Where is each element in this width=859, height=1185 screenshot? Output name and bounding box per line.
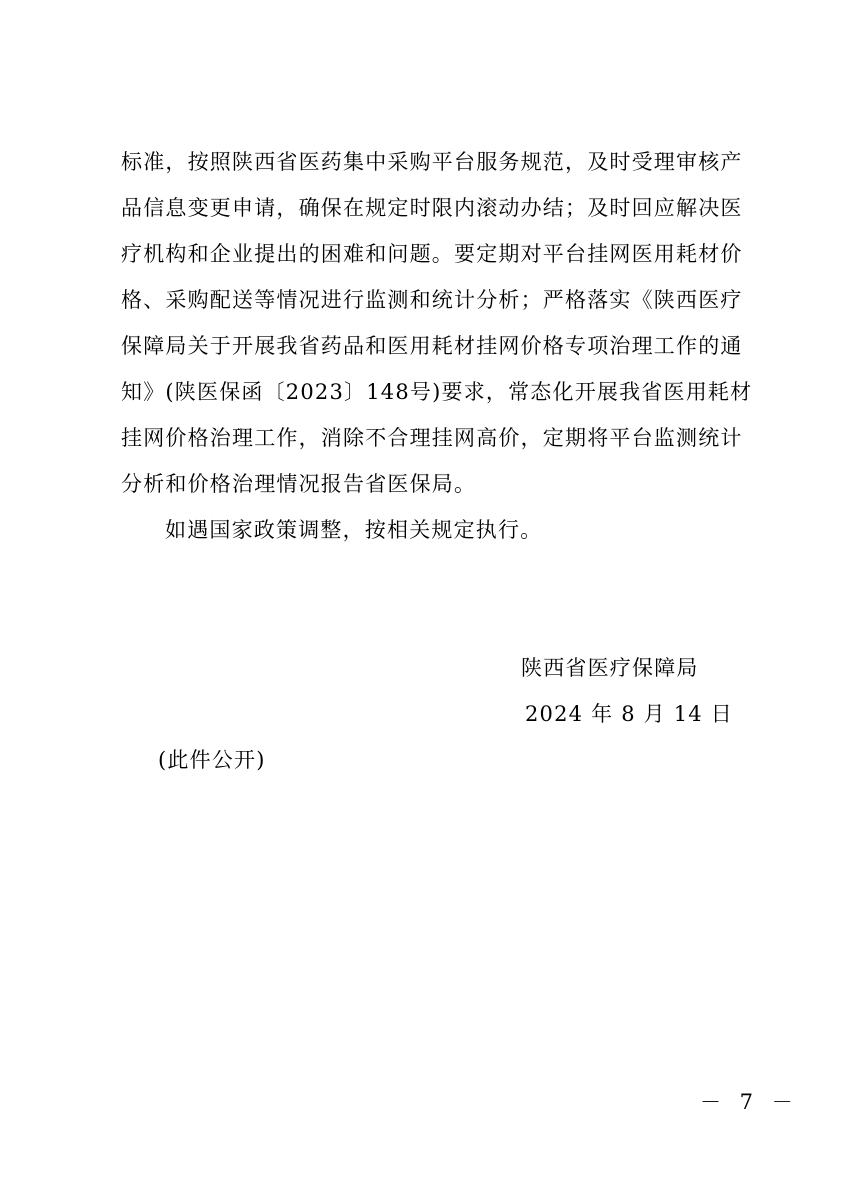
issue-date: 2024 年 8 月 14 日 xyxy=(525,702,733,726)
issuer-signature: 陕西省医疗保障局 xyxy=(521,656,699,680)
body-line: 保障局关于开展我省药品和医用耗材挂网价格专项治理工作的通 xyxy=(121,334,743,358)
body-line: 知》(陕医保函〔2023〕148号)要求，常态化开展我省医用耗材 xyxy=(121,380,753,404)
disclosure-note: (此件公开) xyxy=(158,748,266,772)
page-number: － 7 － xyxy=(700,1090,799,1114)
policy-note: 如遇国家政策调整，按相关规定执行。 xyxy=(165,518,543,542)
body-line: 疗机构和企业提出的困难和问题。要定期对平台挂网医用耗材价 xyxy=(121,242,743,266)
body-line: 挂网价格治理工作，消除不合理挂网高价，定期将平台监测统计 xyxy=(121,426,743,450)
body-line: 分析和价格治理情况报告省医保局。 xyxy=(121,472,477,496)
body-line: 品信息变更申请，确保在规定时限内滚动办结；及时回应解决医 xyxy=(121,196,743,220)
body-line: 标准，按照陕西省医药集中采购平台服务规范，及时受理审核产 xyxy=(121,150,743,174)
body-line: 格、采购配送等情况进行监测和统计分析；严格落实《陕西医疗 xyxy=(121,288,743,312)
